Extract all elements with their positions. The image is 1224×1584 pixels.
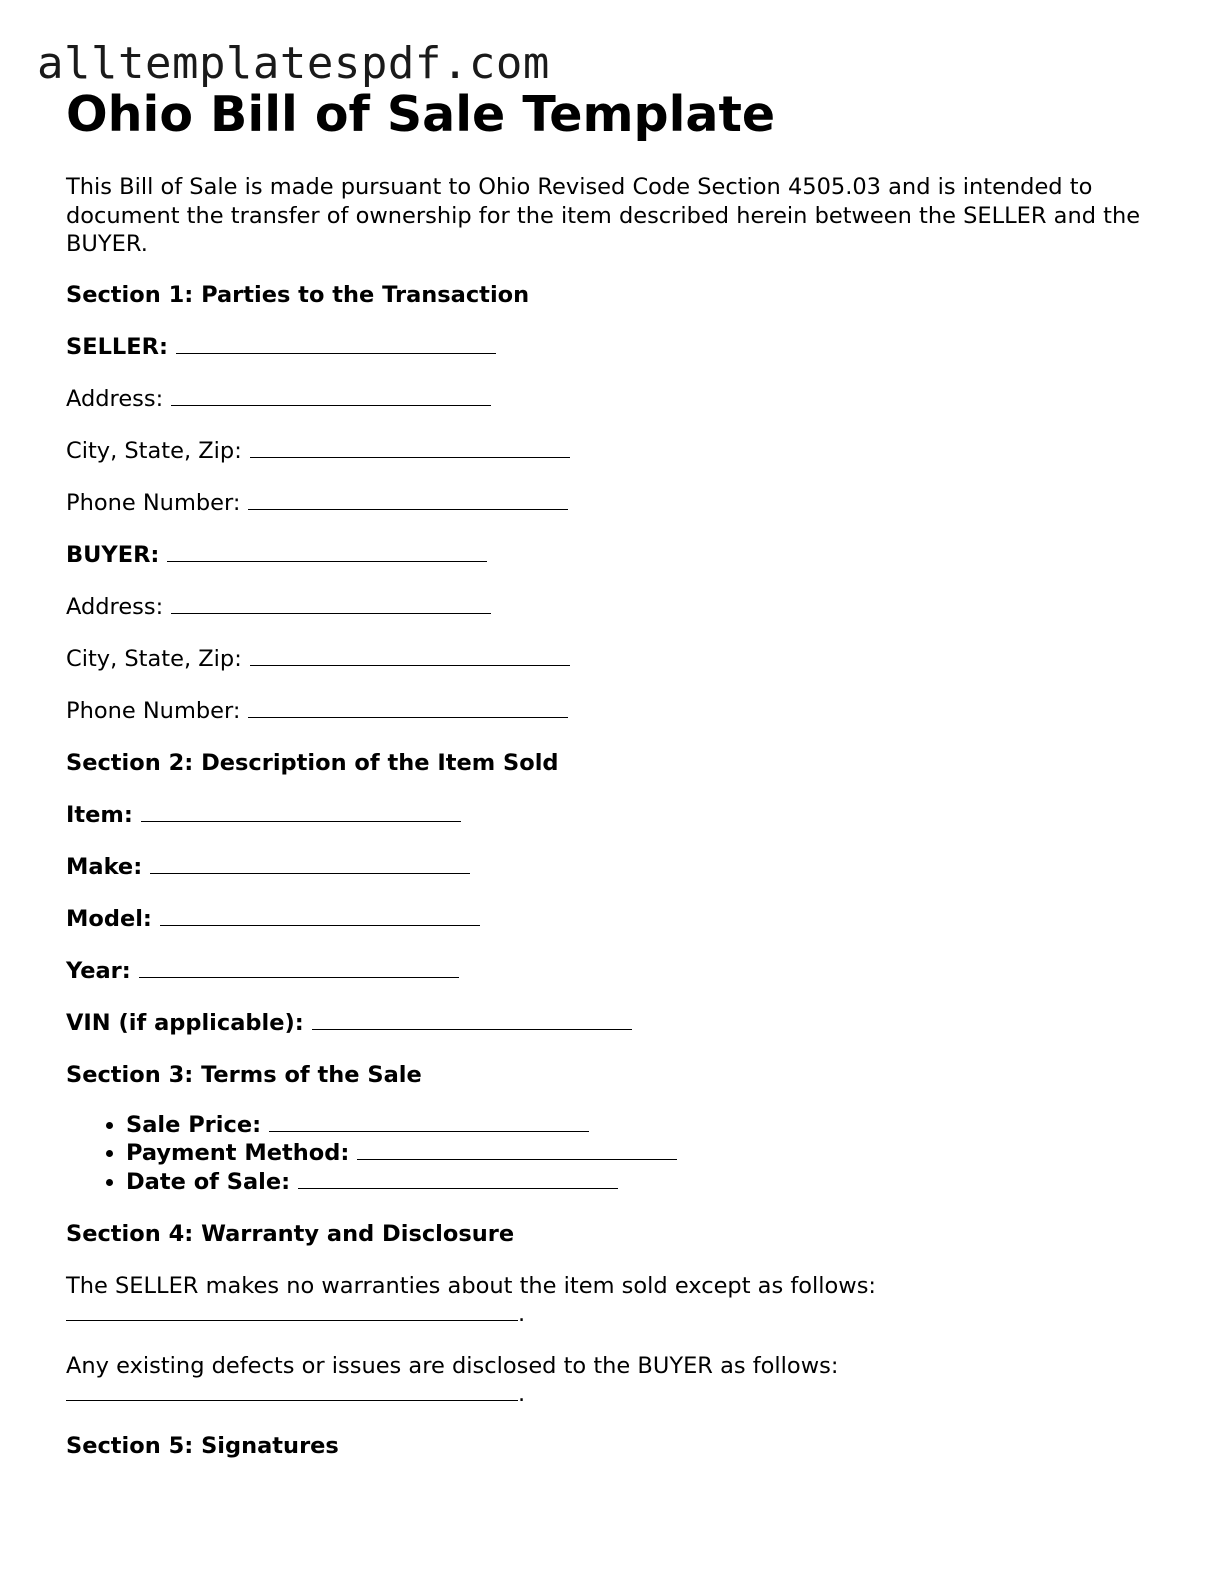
- make-label: Make:: [66, 853, 143, 880]
- list-item: [126, 1111, 1166, 1140]
- model-blank[interactable]: [160, 907, 480, 926]
- warranty-text: The SELLER makes no warranties about the item sold except as follows:: [66, 1273, 876, 1299]
- terms-list: [66, 1111, 1166, 1197]
- section-5-heading: Section 5: Signatures: [66, 1433, 339, 1459]
- defects-period: .: [518, 1381, 526, 1407]
- buyer-city-blank[interactable]: [250, 647, 570, 666]
- vin-label: VIN (if applicable):: [66, 1009, 304, 1036]
- page-title: Ohio Bill of Sale Template: [66, 86, 776, 143]
- seller-address-field: [66, 385, 1166, 413]
- seller-phone-field: [66, 489, 1166, 517]
- buyer-name-field: [66, 541, 1166, 569]
- item-label: Item:: [66, 801, 133, 828]
- seller-city-blank[interactable]: [250, 439, 570, 458]
- section-2-heading: Section 2: Description of the Item Sold: [66, 749, 559, 776]
- payment-method-blank[interactable]: [357, 1141, 677, 1160]
- buyer-phone-label: Phone Number:: [66, 697, 241, 724]
- model-field: [66, 905, 1166, 933]
- item-field: [66, 801, 1166, 829]
- seller-name-blank[interactable]: [176, 335, 496, 354]
- seller-address-label: Address:: [66, 385, 164, 412]
- buyer-label: BUYER:: [66, 541, 160, 568]
- year-blank[interactable]: [139, 959, 459, 978]
- seller-label: SELLER:: [66, 333, 168, 360]
- sale-price-blank[interactable]: [269, 1113, 589, 1132]
- seller-address-blank[interactable]: [171, 387, 491, 406]
- payment-method-label: Payment Method:: [126, 1140, 350, 1166]
- defects-paragraph: [66, 1352, 1166, 1408]
- year-label: Year:: [66, 957, 131, 984]
- buyer-phone-blank[interactable]: [248, 699, 568, 718]
- item-blank[interactable]: [141, 803, 461, 822]
- intro-paragraph: This Bill of Sale is made pursuant to Ohio Revised Code Section 4505.03 and is intended to document the transfer of ownership for the item described herein between the SELLER and the BUYER.: [66, 174, 1141, 257]
- buyer-address-field: [66, 593, 1166, 621]
- vin-field: [66, 1009, 1166, 1037]
- defects-line: [66, 1380, 1166, 1408]
- date-of-sale-label: Date of Sale:: [126, 1168, 291, 1195]
- seller-city-field: [66, 437, 1166, 465]
- make-blank[interactable]: [150, 855, 470, 874]
- buyer-phone-field: [66, 697, 1166, 725]
- list-item: [126, 1139, 1166, 1168]
- defects-blank[interactable]: [66, 1382, 518, 1401]
- buyer-address-blank[interactable]: [171, 595, 491, 614]
- seller-city-label: City, State, Zip:: [66, 437, 242, 464]
- section-3-heading: Section 3: Terms of the Sale: [66, 1061, 422, 1088]
- buyer-city-field: [66, 645, 1166, 673]
- watermark-text: alltemplatespdf.com: [37, 38, 550, 89]
- section-1-heading: Section 1: Parties to the Transaction: [66, 281, 530, 308]
- warranty-period: .: [518, 1301, 526, 1327]
- seller-name-field: [66, 333, 1166, 361]
- sale-price-label: Sale Price:: [126, 1111, 262, 1138]
- warranty-blank[interactable]: [66, 1302, 518, 1321]
- seller-phone-blank[interactable]: [248, 491, 568, 510]
- buyer-city-label: City, State, Zip:: [66, 645, 242, 672]
- year-field: [66, 957, 1166, 985]
- vin-blank[interactable]: [312, 1011, 632, 1030]
- warranty-paragraph: [66, 1272, 1166, 1328]
- warranty-line: [66, 1300, 1166, 1328]
- list-item: [126, 1168, 1166, 1197]
- model-label: Model:: [66, 905, 152, 932]
- section-4-heading: Section 4: Warranty and Disclosure: [66, 1221, 515, 1247]
- defects-text: Any existing defects or issues are disclosed to the BUYER as follows:: [66, 1353, 839, 1379]
- buyer-address-label: Address:: [66, 593, 164, 620]
- document-body: [66, 86, 1166, 1460]
- buyer-name-blank[interactable]: [167, 543, 487, 562]
- date-of-sale-blank[interactable]: [298, 1170, 618, 1189]
- make-field: [66, 853, 1166, 881]
- seller-phone-label: Phone Number:: [66, 489, 241, 516]
